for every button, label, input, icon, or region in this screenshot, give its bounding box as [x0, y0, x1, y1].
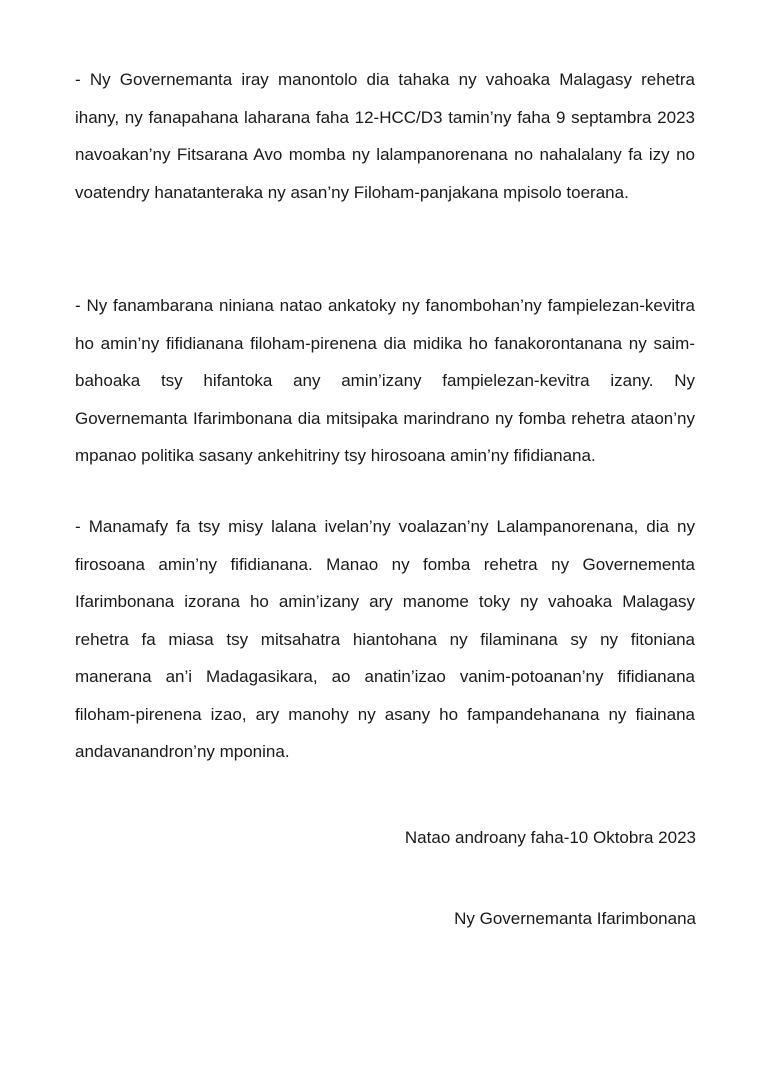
- signature-line: Ny Governemanta Ifarimbonana: [454, 909, 696, 928]
- paragraph-2: - Ny fanambarana niniana natao ankatoky ny fanombohan’ny fampielezan-kevitra ho amin’ny fifidianana filoham-pirenena dia midika ho fanakorontanana ny saim-bahoaka tsy hifantoka any amin’izany fampielezan-kevitra izany. Ny Governemanta Ifarimbonana dia mitsipaka marindrano ny fomba rehetra ataon’ny mpanao politika sasany ankehitriny tsy hirosoana amin’ny fifidianana.: [75, 296, 695, 465]
- paragraph-1: - Ny Governemanta iray manontolo dia tahaka ny vahoaka Malagasy rehetra ihany, ny fanapahana laharana faha 12-HCC/D3 tamin’ny faha 9 septambra 2023 navoakan’ny Fitsarana Avo momba ny lalampanorenana no nahalalany fa izy no voatendry hanatanteraka ny asan’ny Filoham-panjakana mpisolo toerana.: [75, 70, 695, 202]
- date-line: Natao androany faha-10 Oktobra 2023: [404, 828, 696, 847]
- paragraph-3: - Manamafy fa tsy misy lalana ivelan’ny voalazan’ny Lalampanorenana, dia ny firosoana amin’ny fifidianana. Manao ny fomba rehetra ny Governementa Ifarimbonana izorana ho amin’izany ary manome toky ny vahoaka Malagasy rehetra fa miasa tsy mitsahatra hiantohana ny filaminana sy ny fitoniana manerana an’i Madagasikara, ao anatin’izao vanim-potoanan’ny fifidianana filoham-pirenena izao, ary manohy ny asany ho fampandehanana ny fiainana andavanandron’ny mponina.: [75, 517, 695, 761]
